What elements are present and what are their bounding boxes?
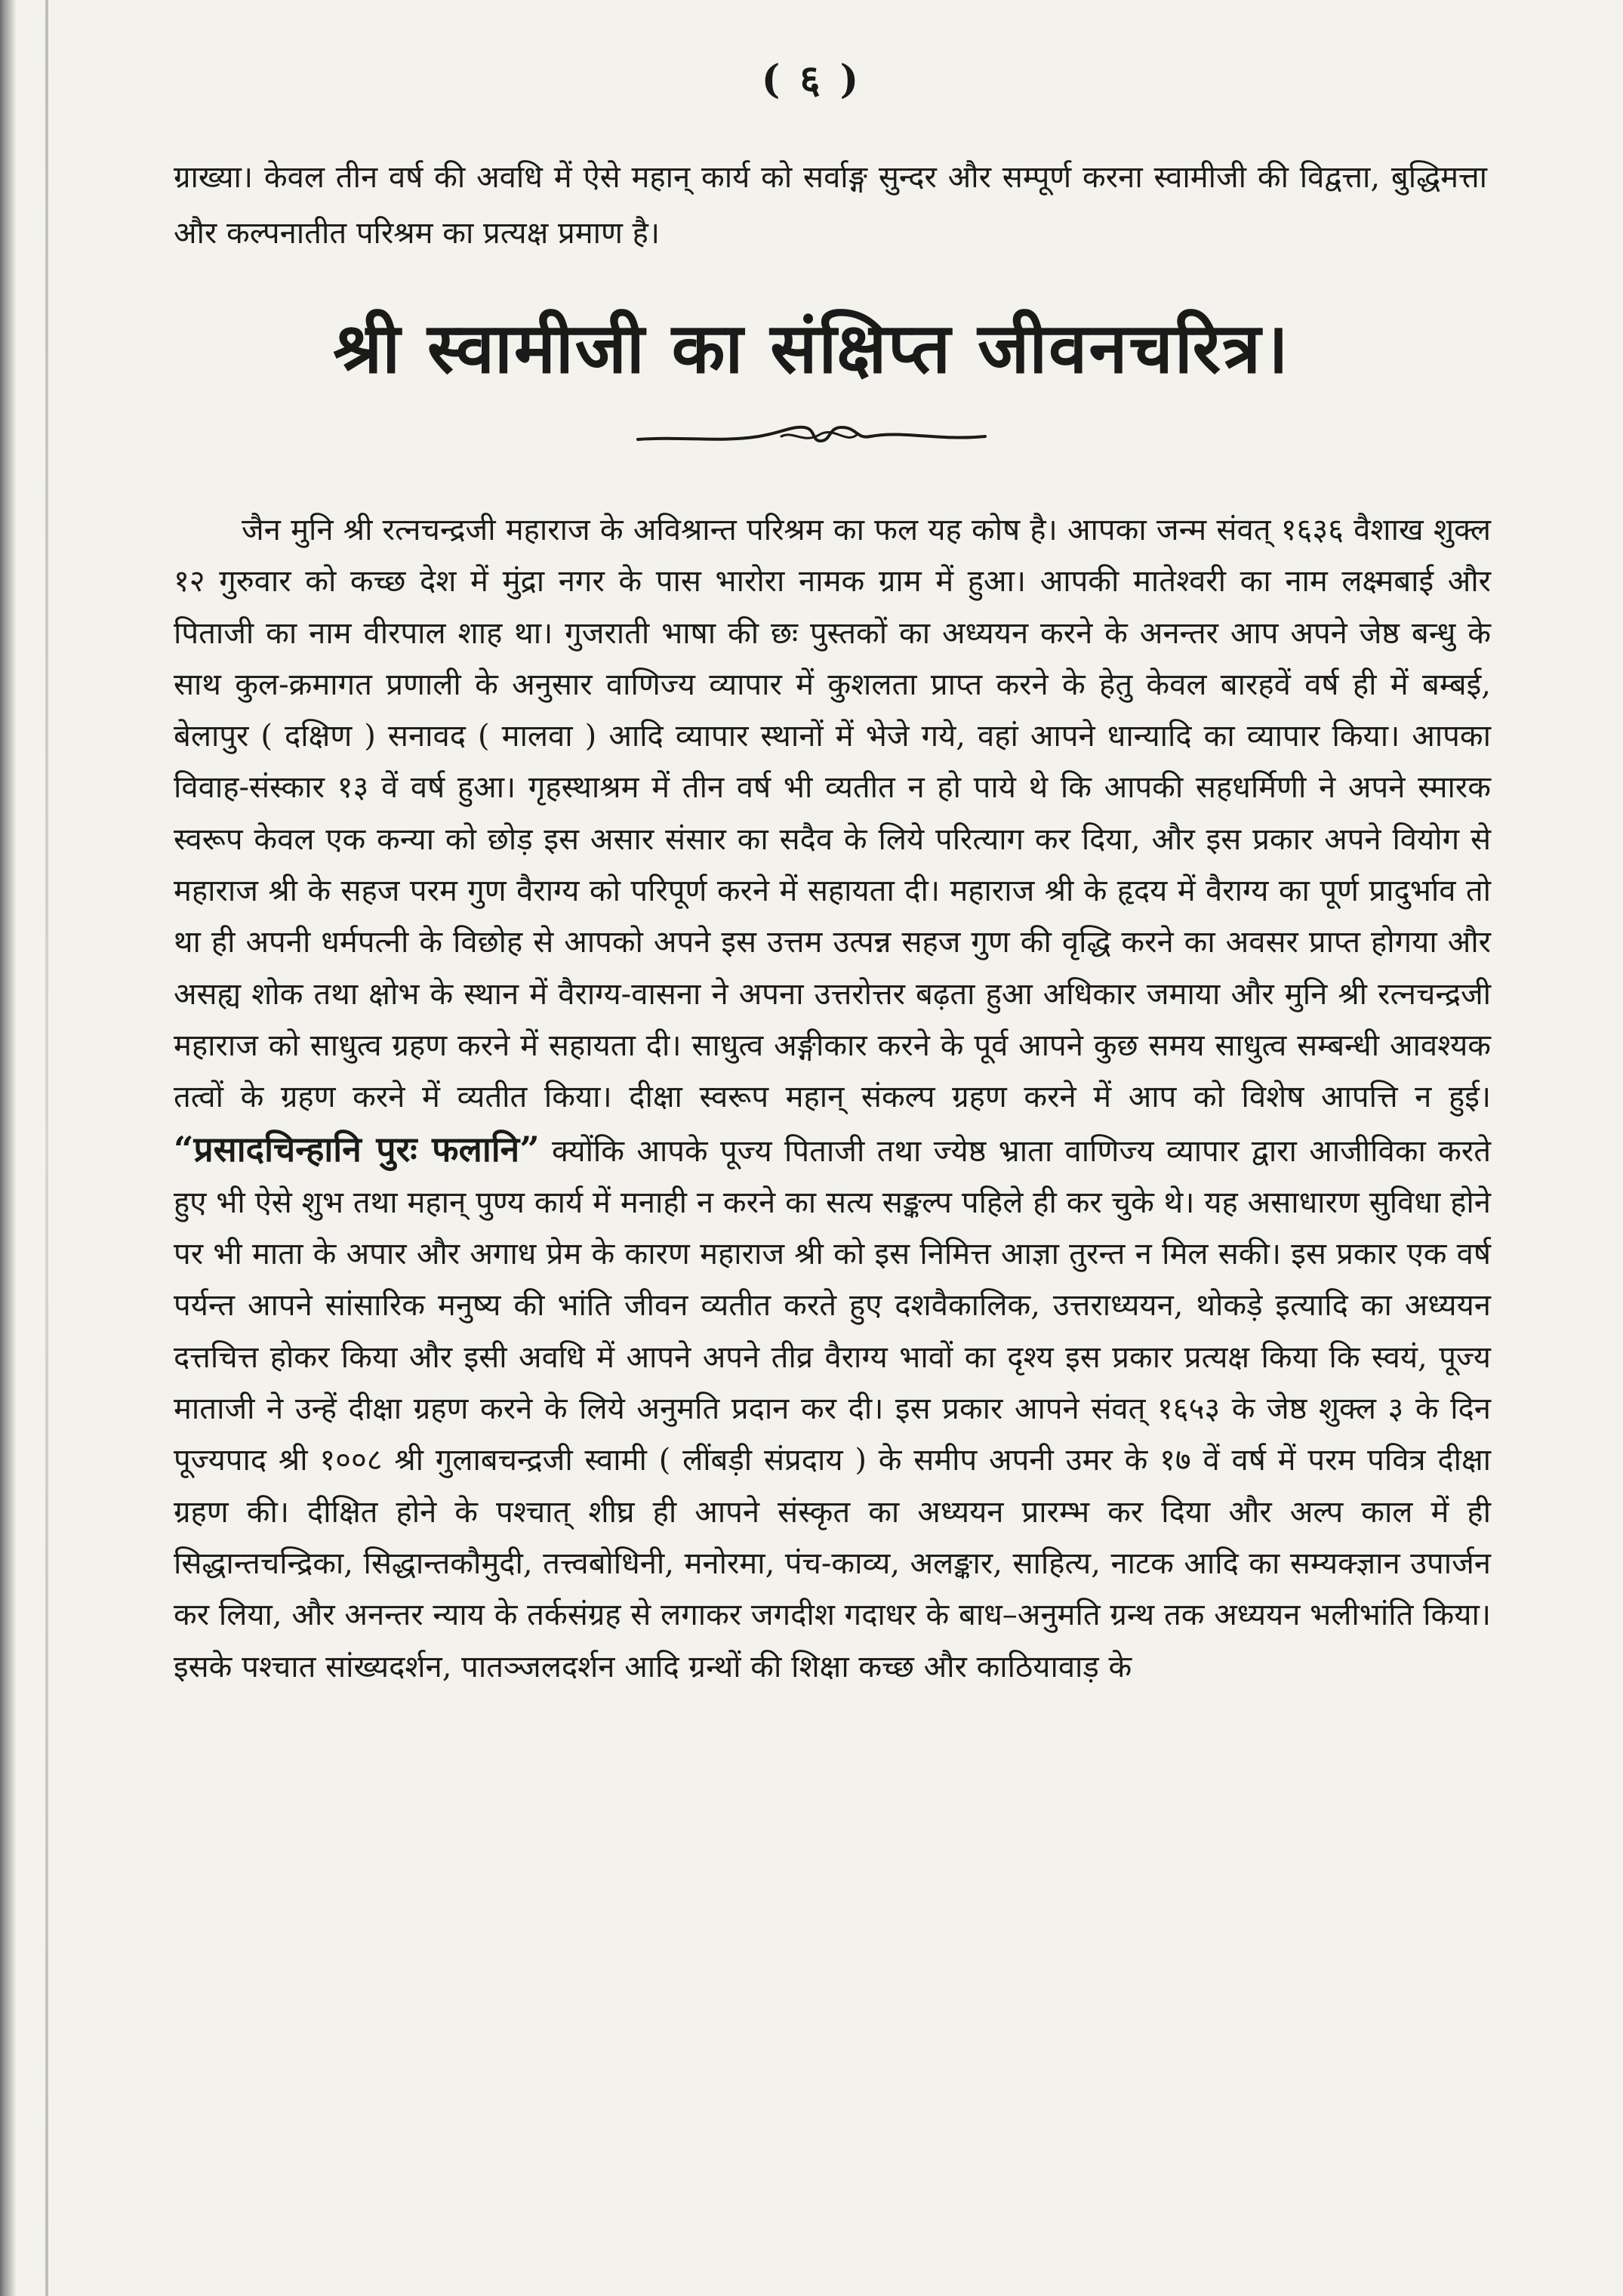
intro-paragraph: ग्राख्या। केवल तीन वर्ष की अवधि में ऐसे महान् कार्य को सर्वाङ्ग सुन्दर और सम्पूर्ण करना स्वामीजी की विद्वत्ता, बुद्धिमत्ता और कल्पनातीत परिश्रम का प्रत्यक्ष प्रमाण है।	[174, 160, 1487, 251]
biography-text	[174, 504, 1491, 1693]
section-title: श्री स्वामीजी का संक्षिप्त जीवनचरित्र।	[333, 307, 1290, 389]
title-ornament-divider	[630, 414, 993, 453]
biography-paragraph	[174, 504, 1491, 1693]
page-number: ( ६ )	[761, 57, 862, 103]
sanskrit-quote: “प्रसादचिन्हानि पुरः फलानि”	[174, 1128, 540, 1170]
biography-part-2: क्योंकि आपके पूज्य पिताजी तथा ज्येष्ठ भ्राता वाणिज्य व्यापार द्वारा आजीविका करते हुए भी ऐसे शुभ तथा महान् पुण्य कार्य में मनाही न करने का सत्य सङ्कल्प पहिले ही कर चुके थे। यह असाधारण सुविधा होने पर भी माता के अपार और अगाध प्रेम के कारण महाराज श्री को इस निमित्त आज्ञा तुरन्त न मिल सकी। इस प्रकार एक वर्ष पर्यन्त आपने सांसारिक मनुष्य की भांति जीवन व्यतीत करते हुए दशवैकालिक, उत्तराध्ययन, थोकड़े इत्यादि का अध्ययन दत्तचित्त होकर किया और इसी अवधि में आपने अपने तीव्र वैराग्य भावों का दृश्य इस प्रकार प्रत्यक्ष किया कि स्वयं, पूज्य माताजी ने उन्हें दीक्षा ग्रहण करने के लिये अनुमति प्रदान कर दी। इस प्रकार आपने संवत् १६५३ के जेष्ठ शुक्ल ३ के दिन पूज्यपाद श्री १००८ श्री गुलाबचन्द्रजी स्वामी ( लींबड़ी संप्रदाय ) के समीप अपनी उमर के १७ वें वर्ष में परम पवित्र दीक्षा ग्रहण की। दीक्षित होने के पश्चात् शीघ्र ही आपने संस्कृत का अध्ययन प्रारम्भ कर दिया और अल्प काल में ही सिद्धान्तचन्द्रिका, सिद्धान्तकौमुदी, तत्त्वबोधिनी, मनोरमा, पंच-काव्य, अलङ्कार, साहित्य, नाटक आदि का सम्यक्ज्ञान उपार्जन कर लिया, और अनन्तर न्याय के तर्कसंग्रह से लगाकर जगदीश गदाधर के बाध–अनुमति ग्रन्थ तक अध्ययन भलीभांति किया। इसके पश्चात सांख्यदर्शन, पातञ्जलदर्शन आदि ग्रन्थों की शिक्षा कच्छ और काठियावाड़ के	[174, 1133, 1491, 1684]
biography-part-1: जैन मुनि श्री रत्नचन्द्रजी महाराज के अविश्रान्त परिश्रम का फल यह कोष है। आपका जन्म संवत् १६३६ वैशाख शुक्ल १२ गुरुवार को कच्छ देश में मुंद्रा नगर के पास भारोरा नामक ग्राम में हुआ। आपकी मातेश्वरी का नाम लक्ष्मबाई और पिताजी का नाम वीरपाल शाह था। गुजराती भाषा की छः पुस्तकों का अध्ययन करने के अनन्तर आप अपने जेष्ठ बन्धु के साथ कुल-क्रमागत प्रणाली के अनुसार वाणिज्य व्यापार में कुशलता प्राप्त करने के हेतु केवल बारहवें वर्ष ही में बम्बई, बेलापुर ( दक्षिण ) सनावद ( मालवा ) आदि व्यापार स्थानों में भेजे गये, वहां आपने धान्यादि का व्यापार किया। आपका विवाह-संस्कार १३ वें वर्ष हुआ। गृहस्थाश्रम में तीन वर्ष भी व्यतीत न हो पाये थे कि आपकी सहधर्मिणी ने अपने स्मारक स्वरूप केवल एक कन्या को छोड़ इस असार संसार का सदैव के लिये परित्याग कर दिया, और इस प्रकार अपने वियोग से महाराज श्री के सहज परम गुण वैराग्य को परिपूर्ण करने में सहायता दी। महाराज श्री के हृदय में वैराग्य का पूर्ण प्रादुर्भाव तो था ही अपनी धर्मपत्नी के विछोह से आपको अपने इस उत्तम उत्पन्न सहज गुण की वृद्धि करने का अवसर प्राप्त होगया और असह्य शोक तथा क्षोभ के स्थान में वैराग्य-वासना ने अपना उत्तरोत्तर बढ़ता हुआ अधिकार जमाया और मुनि श्री रत्नचन्द्रजी महाराज को साधुत्व ग्रहण करने में सहायता दी। साधुत्व अङ्गीकार करने के पूर्व आपने कुछ समय साधुत्व सम्बन्धी आवश्यक तत्वों के ग्रहण करने में व्यतीत किया। दीक्षा स्वरूप महान् संकल्प ग्रहण करने में आप को विशेष आपत्ति न हुई।	[174, 513, 1491, 1115]
